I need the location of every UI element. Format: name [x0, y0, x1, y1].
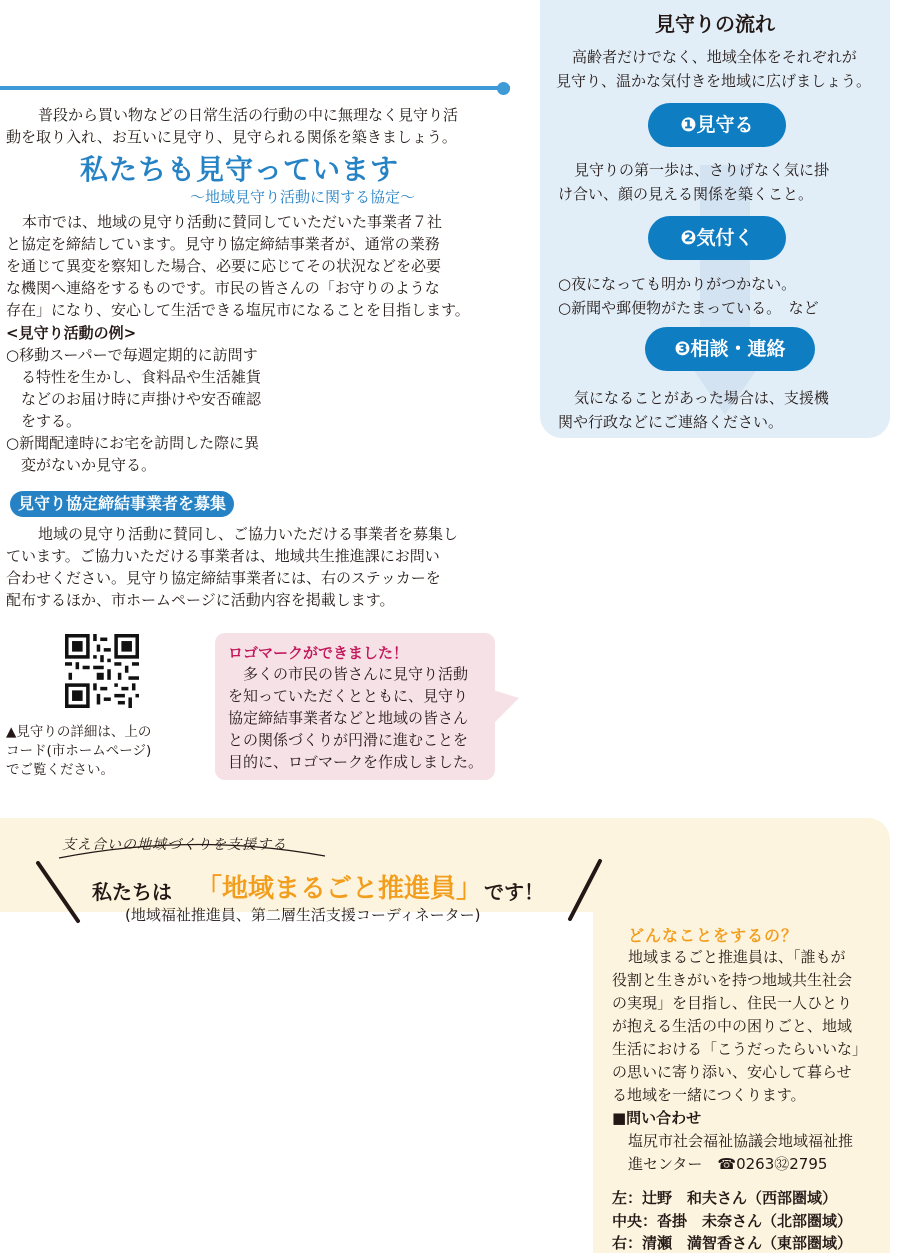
flow-title: 見守りの流れ — [655, 12, 775, 36]
agreement-body-line: 本市では、地域の見守り活動に賛同していただいた事業者７社 — [22, 213, 443, 231]
step-1-text: 見守りの第一歩は、さりげなく気に掛 — [574, 161, 830, 179]
step-1-text: け合い、顔の見える関係を築くこと。 — [558, 185, 814, 203]
flow-intro-line: 高齢者だけでなく、地域全体をそれぞれが — [572, 48, 857, 66]
section-rule — [0, 86, 510, 90]
step-3-text: 関や行政などにご連絡ください。 — [558, 413, 784, 431]
step-label: 相談・連絡 — [690, 338, 786, 360]
recruit-body-line: 合わせください。見守り協定締結事業者には、右のステッカーを — [6, 569, 441, 587]
what-body-line: 生活における「こうだったらいいな」 — [612, 1040, 868, 1058]
agreement-title: 私たちも見守っています — [80, 153, 400, 186]
promoter-heading-post: です！ — [484, 880, 544, 904]
intro-line: 普段から買い物などの日常生活の行動の中に無理なく見守り活 — [38, 106, 459, 124]
example-line: る特性を生かし、食料品や生活雑貨 — [6, 368, 262, 386]
step-label: 見守る — [696, 114, 754, 136]
step-number: ❸ — [674, 338, 691, 360]
logo-body-line: 協定締結事業者などと地域の皆さん — [228, 709, 469, 727]
what-body-line: の思いに寄り添い、安心して暮らせ — [612, 1063, 852, 1081]
logo-body-line: 目的に、ロゴマークを作成しました。 — [228, 753, 484, 771]
recruit-heading: 見守り協定締結事業者を募集 — [10, 491, 234, 517]
qr-caption-line: でご覧ください。 — [6, 762, 114, 778]
what-body-line: る地域を一緒につくります。 — [612, 1086, 806, 1104]
promoter-name-line: 右：清瀬 満智香さん（東部圏域） — [612, 1234, 853, 1252]
step-2-text: ○夜になっても明かりがつかない。 — [558, 275, 797, 293]
contact-line: 塩尻市社会福祉協議会地域福祉推 — [628, 1132, 854, 1150]
agreement-subtitle: ～地域見守り活動に関する協定～ — [190, 188, 416, 206]
accent-slash-right — [560, 855, 610, 925]
flow-intro-line: 見守り、温かな気付きを地域に広げましょう。 — [556, 72, 872, 90]
promoter-heading-pre: 私たちは — [92, 880, 172, 904]
logo-body-line: 多くの市民の皆さんに見守り活動 — [243, 665, 469, 683]
qr-caption-line: ▲見守りの詳細は、上の — [6, 724, 152, 740]
qr-code[interactable] — [65, 634, 139, 708]
step-3-text: 気になることがあった場合は、支援機 — [574, 389, 829, 407]
contact-line: 進センター ☎0263㉜2795 — [628, 1155, 828, 1173]
step-3-pill — [645, 327, 815, 371]
recruit-body-line: 配布するほか、市ホームページに活動内容を掲載します。 — [6, 591, 395, 609]
example-line: ○新聞配達時にお宅を訪問した際に異 — [6, 434, 260, 452]
example-line: をする。 — [6, 412, 82, 430]
step-number: ❷ — [680, 227, 697, 249]
example-line: 変がないか見守る。 — [6, 456, 157, 474]
examples-heading: <見守り活動の例> — [6, 324, 137, 342]
logo-body-line: との関係づくりが円滑に進むことを — [228, 731, 469, 749]
example-line: ○移動スーパーで毎週定期的に訪問す — [6, 346, 258, 364]
logo-heading: ロゴマークができました！ — [228, 644, 409, 662]
logo-body-line: を知っていただくとともに、見守り — [228, 687, 469, 705]
contact-heading: ■問い合わせ — [612, 1109, 702, 1127]
what-body-line: 地域まるごと推進員は、「誰もが — [628, 948, 846, 966]
agreement-body-line: と協定を締結しています。見守り協定締結事業者が、通常の業務 — [6, 235, 440, 253]
accent-slash-left — [30, 855, 90, 925]
step-2-pill — [648, 216, 786, 260]
step-number: ❶ — [680, 114, 697, 136]
speech-tail — [493, 690, 519, 724]
promoter-heading-name: 「地域まるごと推進員」 — [196, 874, 483, 904]
promoter-name-line: 左：辻野 和夫さん（西部圏域） — [612, 1189, 838, 1207]
intro-line: 動を取り入れ、お互いに見守り、見守られる関係を築きましょう。 — [6, 128, 457, 146]
what-body-line: が抱える生活の中の困りごと、地域 — [612, 1017, 853, 1035]
step-1-pill — [648, 103, 786, 147]
promoter-note: (地域福祉推進員、第二層生活支援コーディネーター) — [125, 906, 481, 924]
promoter-name-line: 中央：沓掛 未奈さん（北部圏域） — [612, 1212, 853, 1230]
agreement-body-line: を通じて異変を察知した場合、必要に応じてその状況などを必要 — [6, 257, 442, 275]
section-rule-dot — [497, 82, 510, 95]
photo-area — [0, 912, 593, 1253]
what-body-line: の実現」を目指し、住民一人ひとり — [612, 994, 853, 1012]
recruit-body-line: 地域の見守り活動に賛同し、ご協力いただける事業者を募集し — [38, 525, 459, 543]
step-label: 気付く — [696, 227, 754, 249]
example-line: などのお届け時に声掛けや安否確認 — [6, 390, 262, 408]
qr-caption-line: コード(市ホームページ) — [6, 743, 152, 759]
step-2-text: ○新聞や郵便物がたまっている。 など — [558, 299, 819, 317]
what-heading: どんなことをするの？ — [628, 926, 799, 945]
promoter-tagline: 支え合いの地域づくりを支援する — [62, 837, 287, 853]
recruit-body-line: ています。ご協力いただける事業者は、地域共生推進課にお問い — [6, 547, 440, 565]
agreement-body-line: 存在」になり、安心して生活できる塩尻市になることを目指します。 — [6, 301, 470, 319]
agreement-body-line: な機関へ連絡をするものです。市民の皆さんの「お守りのような — [6, 279, 440, 297]
what-body-line: 役割と生きがいを持つ地域共生社会 — [612, 971, 853, 989]
